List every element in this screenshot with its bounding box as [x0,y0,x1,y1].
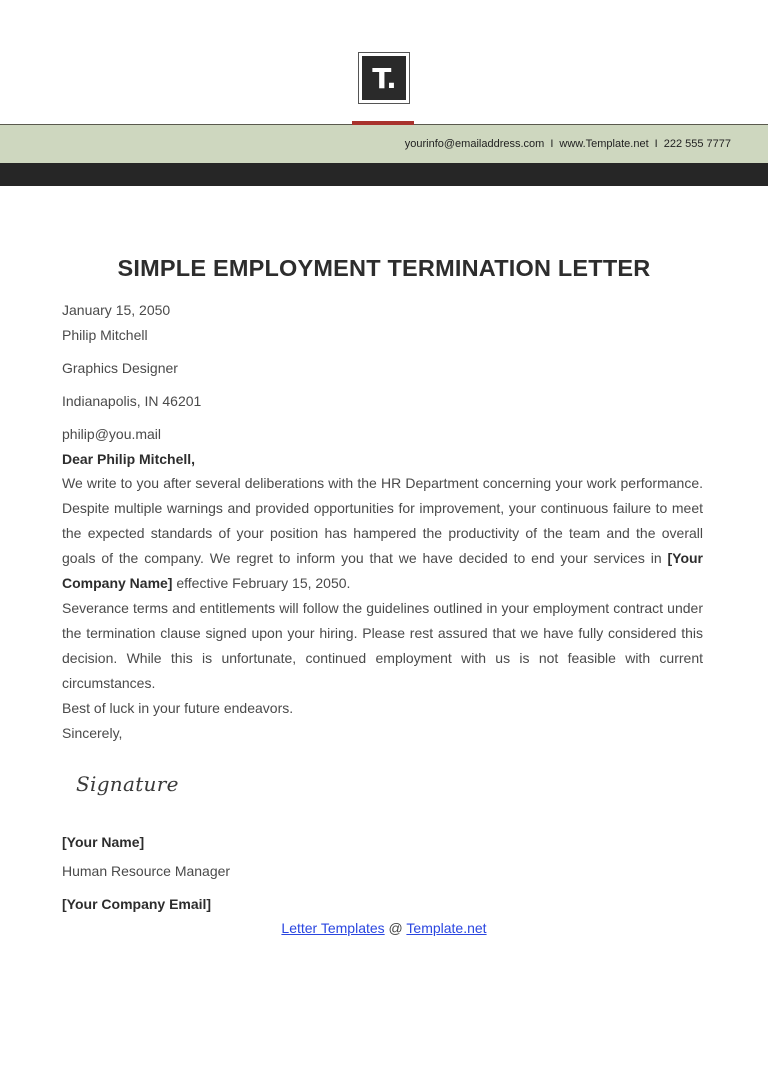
para1-text: We write to you after several deliberations with the HR Department concerning your work performance. Despite multiple warnings and provided opportunities for improvement, your continuous failure to meet the expected standards of your position has hampered the productivity of the team and the overall goals of the company. We regret to inform you that we have decided to end your services in [62,475,703,566]
body-paragraph-2: Severance terms and entitlements will follow the guidelines outlined in your employment contract under the termination clause signed upon your hiring. Please rest assured that we have fully considered this decision. While this is unfortunate, continued employment with us is not feasible with current circumstances. [62,600,703,691]
para1-end: effective February 15, 2050. [172,575,351,591]
document-title: SIMPLE EMPLOYMENT TERMINATION LETTER [117,255,651,281]
letter-templates-link[interactable]: Letter Templates [281,920,385,936]
sender-email: [Your Company Email] [62,896,212,912]
logo-mark: T. [362,56,406,100]
sender-title: Human Resource Manager [62,863,231,879]
header-dark-band [0,163,768,186]
recipient-address: Indianapolis, IN 46201 [62,393,202,409]
template-net-link[interactable]: Template.net [406,920,487,936]
letter-date: January 15, 2050 [62,302,171,318]
contact-band [0,125,768,163]
contact-email: yourinfo@emailaddress.com [404,138,545,150]
contact-separator: I [550,138,554,150]
recipient-name: Philip Mitchell [62,327,148,343]
sender-name: [Your Name] [62,834,145,850]
company-name-placeholder: [Your Company Name] [62,550,703,591]
logo [358,52,410,104]
salutation: Dear Philip Mitchell, [62,451,196,467]
footer [0,920,768,936]
footer-at: @ [388,920,403,936]
contact-separator: I [654,138,658,150]
closing-wish: Best of luck in your future endeavors. [62,700,294,716]
recipient-email: philip@you.mail [62,426,162,442]
recipient-title: Graphics Designer [62,360,178,376]
signoff: Sincerely, [62,725,123,741]
contact-website: www.Template.net [559,138,649,150]
signature: Signature [76,772,179,796]
body-paragraph-1 [62,471,703,596]
contact-phone: 222 555 7777 [663,138,731,150]
